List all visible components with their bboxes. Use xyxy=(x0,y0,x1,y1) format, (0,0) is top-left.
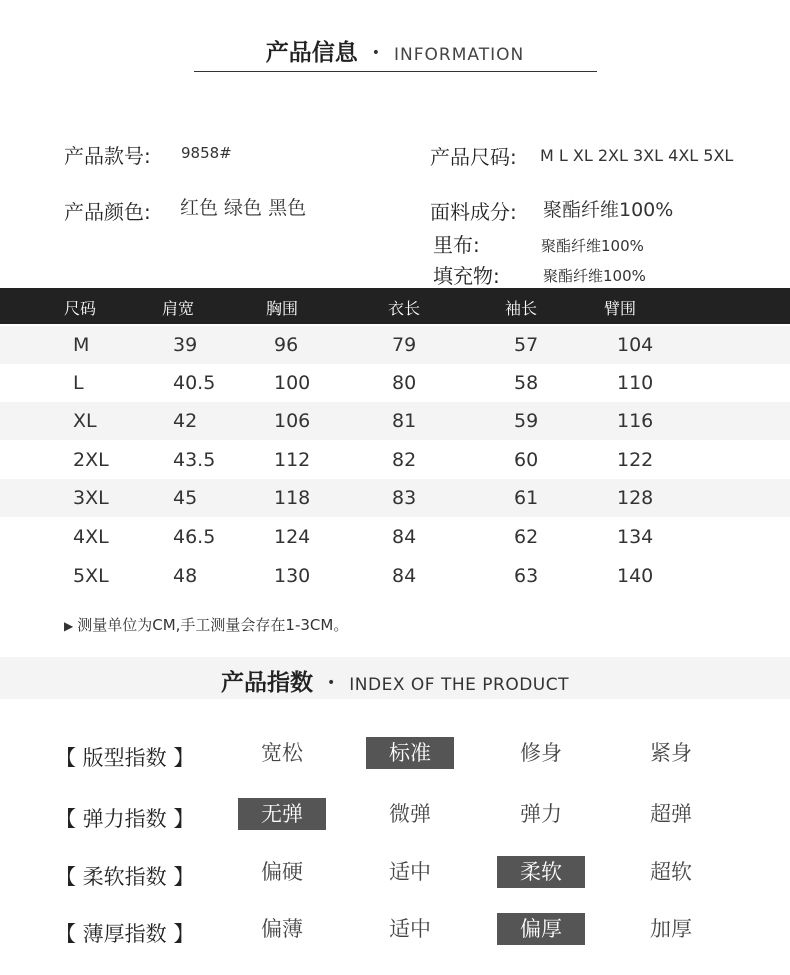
table-row xyxy=(0,557,790,595)
cell: 61 xyxy=(514,487,539,509)
index-option: 偏硬 xyxy=(261,860,303,884)
cell: 116 xyxy=(617,410,654,432)
color-value: 红色 绿色 黑色 xyxy=(180,197,307,219)
cell: 83 xyxy=(392,487,417,509)
title-dot: • xyxy=(371,45,381,61)
table-row xyxy=(0,518,790,556)
cell: 3XL xyxy=(73,487,109,509)
cell: 100 xyxy=(274,372,311,394)
index-option: 标准 xyxy=(366,737,454,769)
index-option: 弹力 xyxy=(520,802,562,826)
index-title-cn: 产品指数 xyxy=(221,670,313,696)
col-header-length: 衣长 xyxy=(388,299,421,318)
table-row xyxy=(0,402,790,440)
table-row xyxy=(0,441,790,479)
col-header-arm: 臂围 xyxy=(604,299,637,318)
cell: 81 xyxy=(392,410,417,432)
info-title-cn: 产品信息 xyxy=(265,40,358,66)
cell: 58 xyxy=(514,372,539,394)
index-option: 超弹 xyxy=(650,802,692,826)
cell: 134 xyxy=(617,526,654,548)
index-option: 加厚 xyxy=(650,917,692,941)
cell: 43.5 xyxy=(173,449,216,471)
cell: 130 xyxy=(274,565,311,587)
index-option: 紧身 xyxy=(650,741,692,765)
cell: XL xyxy=(73,410,97,432)
table-row xyxy=(0,326,790,364)
index-option: 偏薄 xyxy=(261,917,303,941)
col-header-chest: 胸围 xyxy=(266,299,299,318)
index-label: 【 柔软指数 】 xyxy=(55,865,195,889)
index-option: 柔软 xyxy=(497,856,585,888)
cell: 39 xyxy=(173,334,198,356)
fabric-label: 面料成分: xyxy=(430,200,517,224)
index-option: 适中 xyxy=(389,860,431,884)
info-title-en: INFORMATION xyxy=(394,45,525,65)
cell: 112 xyxy=(274,449,311,471)
cell: 79 xyxy=(392,334,417,356)
fabric-value: 聚酯纤维100% xyxy=(543,199,674,221)
lining-value: 聚酯纤维100% xyxy=(541,237,644,255)
index-row-fit xyxy=(0,736,790,776)
cell: 60 xyxy=(514,449,539,471)
cell: 84 xyxy=(392,565,417,587)
index-option: 修身 xyxy=(520,741,562,765)
cell: 140 xyxy=(617,565,654,587)
cell: 62 xyxy=(514,526,539,548)
cell: 80 xyxy=(392,372,417,394)
cell: M xyxy=(73,334,90,356)
lining-label: 里布: xyxy=(433,233,480,257)
size-table-header xyxy=(0,288,790,324)
index-row-thickness xyxy=(0,912,790,952)
cell: 118 xyxy=(274,487,311,509)
index-option: 微弹 xyxy=(389,802,431,826)
table-row xyxy=(0,479,790,517)
cell: L xyxy=(73,372,84,394)
col-header-sleeve: 袖长 xyxy=(505,299,538,318)
table-row xyxy=(0,364,790,402)
cell: 45 xyxy=(173,487,198,509)
cell: 106 xyxy=(274,410,311,432)
size-value: M L XL 2XL 3XL 4XL 5XL xyxy=(540,146,734,165)
cell: 46.5 xyxy=(173,526,216,548)
cell: 82 xyxy=(392,449,417,471)
index-header xyxy=(0,664,790,697)
measurement-note xyxy=(64,614,348,635)
cell: 128 xyxy=(617,487,654,509)
index-label: 【 版型指数 】 xyxy=(55,746,195,770)
cell: 124 xyxy=(274,526,311,548)
cell: 104 xyxy=(617,334,654,356)
cell: 5XL xyxy=(73,565,109,587)
cell: 2XL xyxy=(73,449,109,471)
index-row-stretch xyxy=(0,797,790,837)
cell: 40.5 xyxy=(173,372,216,394)
cell: 59 xyxy=(514,410,539,432)
color-label: 产品颜色: xyxy=(64,200,151,224)
note-text: 测量单位为CM,手工测量会存在1-3CM。 xyxy=(77,616,349,634)
header-underline xyxy=(194,71,597,72)
index-option: 无弹 xyxy=(238,798,326,830)
index-title-en: INDEX OF THE PRODUCT xyxy=(349,675,569,695)
filling-value: 聚酯纤维100% xyxy=(543,267,646,285)
filling-label: 填充物: xyxy=(433,264,500,288)
model-value: 9858# xyxy=(181,144,232,162)
cell: 122 xyxy=(617,449,654,471)
cell: 4XL xyxy=(73,526,109,548)
index-label: 【 薄厚指数 】 xyxy=(55,922,195,946)
info-header xyxy=(0,34,790,67)
cell: 110 xyxy=(617,372,654,394)
index-row-softness xyxy=(0,855,790,895)
index-title-dot: • xyxy=(327,675,336,691)
index-option: 宽松 xyxy=(261,741,303,765)
cell: 96 xyxy=(274,334,299,356)
cell: 63 xyxy=(514,565,539,587)
index-option: 超软 xyxy=(650,860,692,884)
cell: 57 xyxy=(514,334,539,356)
cell: 48 xyxy=(173,565,198,587)
cell: 42 xyxy=(173,410,198,432)
size-label: 产品尺码: xyxy=(430,145,517,169)
model-label: 产品款号: xyxy=(64,144,151,168)
index-label: 【 弹力指数 】 xyxy=(55,807,195,831)
index-option: 适中 xyxy=(389,917,431,941)
index-option: 偏厚 xyxy=(497,913,585,945)
triangle-marker-icon: ▶ xyxy=(64,619,74,633)
cell: 84 xyxy=(392,526,417,548)
col-header-shoulder: 肩宽 xyxy=(162,299,195,318)
col-header-size: 尺码 xyxy=(64,299,97,318)
